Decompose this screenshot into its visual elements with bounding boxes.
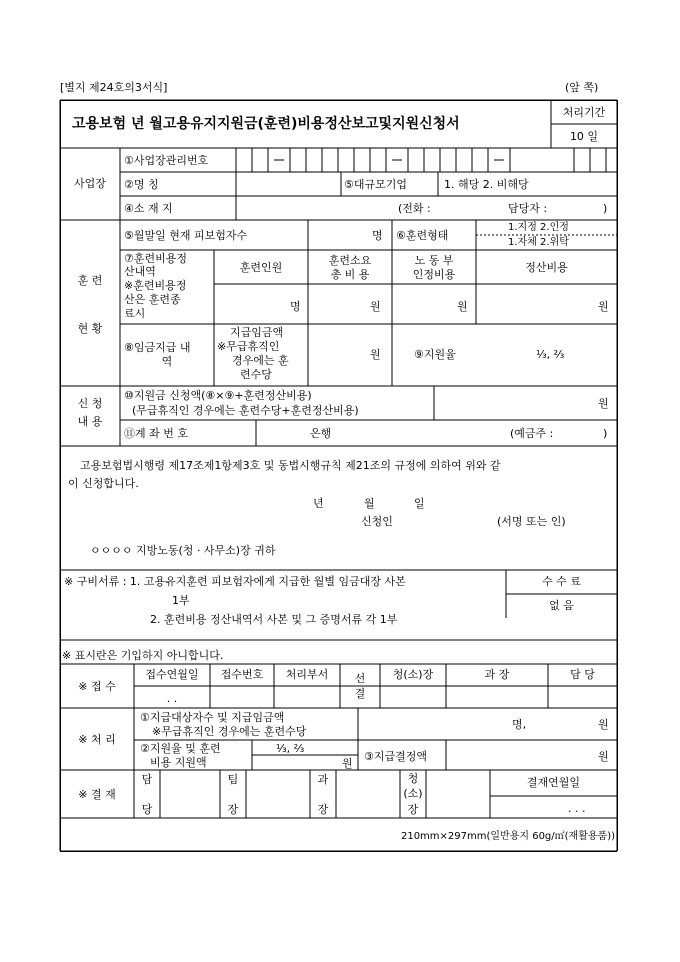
- account-holder-label: (예금주 :: [510, 427, 554, 440]
- page-side: (앞 쪽): [565, 81, 599, 94]
- date-year: 년: [313, 497, 324, 510]
- wage-sub-4: 련수당: [240, 368, 272, 381]
- fee-label: 수 수 료: [542, 575, 581, 588]
- count-label-2: ※무급휴직인 경우에는 훈련수당: [152, 725, 307, 738]
- cost-detail-note-1: ※훈련비용정: [124, 279, 187, 292]
- training-type-label: ⑥훈련형태: [396, 229, 449, 242]
- wage-sub-2: ※무급휴직인: [217, 340, 280, 353]
- processing-period-label: 처리기간: [562, 106, 606, 119]
- amount-label-1: ⑩지원금 신청액(⑧×⑨+훈련정산비용): [124, 389, 312, 402]
- documents-line-1: ※ 구비서류 : 1. 고용유지훈련 피보험자에게 지급한 월별 임금대장 사본: [64, 575, 406, 588]
- form-reference: [별지 제24호의3서식]: [60, 81, 168, 94]
- application-section-label-1: 신 청: [77, 397, 103, 410]
- dept-label: 처리부서: [285, 668, 329, 681]
- cost-detail-note-3: 료시: [124, 307, 146, 320]
- section-chief-label: 과 장: [484, 668, 510, 681]
- training-section-label-2: 현 황: [77, 322, 103, 335]
- documents-line-3: 2. 훈련비용 정산내역서 사본 및 그 증명서류 각 1부: [150, 613, 398, 626]
- training-type-options-1[interactable]: 1.지정 2.인정: [508, 222, 569, 233]
- approver-team-1: 팀: [227, 773, 239, 786]
- insured-unit: 명: [372, 229, 383, 242]
- wage-sub-3: 경우에는 훈: [232, 354, 289, 367]
- training-type-options-2[interactable]: 1.자체 2.위탁: [508, 237, 569, 248]
- cost-detail-label-1: ⑦훈련비용정: [124, 252, 187, 265]
- account-label: ⑪계 좌 번 호: [124, 427, 188, 440]
- approval-label-2: 결: [354, 687, 366, 700]
- col-training-people: 훈련인원: [239, 261, 283, 274]
- manager-label: 담당자 :: [508, 202, 548, 215]
- addressee: ㅇㅇㅇㅇ 지방노동(청 · 사무소)장 귀하: [90, 544, 276, 557]
- labor-unit: 원: [457, 300, 468, 313]
- approver-section-1: 과: [317, 773, 329, 786]
- address-close: ): [603, 202, 608, 215]
- date-month: 월: [364, 497, 375, 510]
- receipt-date-label: 접수연월일: [145, 668, 199, 681]
- documents-line-2: 1부: [172, 594, 190, 607]
- approver-officer-2: 당: [141, 803, 153, 816]
- receipt-label: ※ 접 수: [78, 680, 116, 693]
- approver-section-2: 장: [317, 803, 329, 816]
- signature-label: (서명 또는 인): [497, 515, 566, 528]
- col-total-cost-1: 훈련소요: [328, 254, 372, 267]
- col-labor-cost-1: 노 동 부: [414, 254, 454, 267]
- rate-label-1: ②지원율 및 훈련: [140, 742, 221, 755]
- approve-date-dots: . . .: [568, 802, 586, 815]
- count-unit-1: 명,: [512, 718, 527, 731]
- rate-value[interactable]: ⅓, ⅔: [276, 742, 305, 755]
- insured-count-label: ⑤월말일 현재 피보험자수: [124, 229, 248, 242]
- fee-value: 없 음: [549, 599, 574, 612]
- approver-chief-3: 장: [407, 803, 419, 816]
- count-label-1: ①지급대상자수 및 지급임금액: [140, 711, 285, 724]
- business-section-label: 사업장: [74, 177, 106, 190]
- large-company-options[interactable]: 1. 해당 2. 비해당: [444, 178, 529, 191]
- approve-label: ※ 결 재: [78, 788, 116, 801]
- office-note: ※ 표시란은 기입하지 아니합니다.: [62, 649, 224, 662]
- business-name-label: ②명 칭: [124, 178, 159, 191]
- declaration-line-2: 이 신청합니다.: [68, 477, 139, 490]
- approve-date-label: 결재연월일: [526, 776, 581, 789]
- paper-spec: 210mm×297mm(일반용지 60g/㎡(재활용품)): [400, 831, 615, 842]
- large-company-label: ⑤대규모기업: [344, 178, 407, 191]
- receipt-no-label: 접수번호: [220, 668, 264, 681]
- wage-label-2: 역: [161, 355, 173, 368]
- approver-chief-1: 청: [407, 772, 419, 785]
- settle-unit: 원: [598, 300, 609, 313]
- decided-label: ③지급결정액: [364, 750, 427, 763]
- col-settle-cost: 정산비용: [525, 261, 568, 274]
- wage-label-1: ⑧임금지급 내: [124, 341, 191, 354]
- address-label: ④소 재 지: [124, 202, 173, 215]
- approval-label-1: 선: [354, 672, 366, 685]
- col-labor-cost-2: 인정비용: [412, 268, 456, 281]
- training-section-label-1: 훈 련: [77, 274, 103, 287]
- processing-period-value: 10 일: [569, 130, 599, 143]
- bank-label: 은행: [310, 427, 332, 440]
- amount-unit: 원: [598, 397, 609, 410]
- reg-no-label: ①사업장관리번호: [124, 154, 209, 167]
- receipt-date-dots: . .: [166, 692, 178, 705]
- phone-label: (전화 :: [398, 202, 431, 215]
- form-title: 고용보험 년 월고용유지지원금(훈련)비용정산보고및지원신청서: [72, 116, 460, 132]
- cost-unit: 원: [370, 300, 381, 313]
- cost-detail-note-2: 산은 훈련종: [124, 293, 181, 306]
- chief-label: 청(소)장: [392, 668, 434, 681]
- support-rate-label: ⑨지원율: [414, 348, 456, 361]
- amount-label-2: (무급휴직인 경우에는 훈련수당+훈련정산비용): [132, 404, 359, 417]
- rate-unit: 원: [342, 757, 353, 770]
- application-section-label-2: 내 용: [77, 415, 103, 428]
- approver-team-2: 장: [227, 803, 239, 816]
- rate-label-2: 비용 지원액: [150, 756, 207, 769]
- col-total-cost-2: 총 비 용: [330, 268, 370, 281]
- account-close: ): [603, 427, 608, 440]
- decided-unit: 원: [598, 750, 609, 763]
- declaration-line-1: 고용보험법시행령 제17조제1항제3호 및 동법시행규칙 제21조의 규정에 의하여 위와 같: [80, 459, 501, 472]
- wage-unit: 원: [370, 348, 381, 361]
- people-unit: 명: [290, 300, 301, 313]
- count-unit-2: 원: [598, 718, 609, 731]
- date-day: 일: [414, 497, 425, 510]
- support-rate-value[interactable]: ⅓, ⅔: [536, 348, 565, 361]
- approver-officer-1: 담: [141, 773, 153, 786]
- approver-chief-2: (소): [403, 787, 423, 800]
- cost-detail-label-2: 산내역: [124, 265, 156, 278]
- wage-sub-1: 지급임금액: [230, 326, 284, 339]
- applicant-label: 신청인: [361, 515, 393, 528]
- officer-label: 담 당: [570, 668, 595, 681]
- process-label: ※ 처 리: [78, 733, 116, 746]
